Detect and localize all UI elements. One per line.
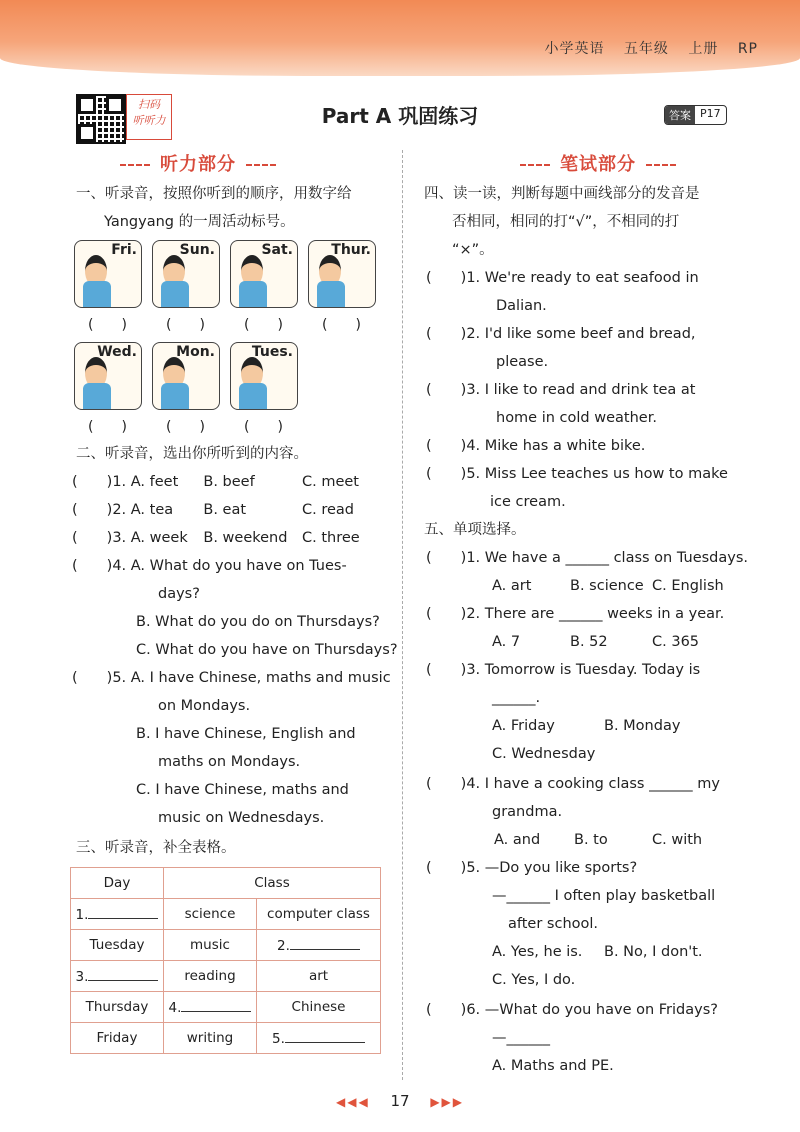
book-info [530, 38, 758, 58]
scan-label-line1: 扫码 [138, 98, 160, 111]
q5-heading: 五、单项选择。 [424, 522, 526, 538]
subject: 小学英语 [544, 41, 605, 57]
page-number: 17 [390, 1092, 410, 1110]
q2-item-5-b-cont: maths on Mondays. [158, 754, 301, 770]
q5-item-5: ( )5. —Do you like sports? [426, 860, 638, 876]
q4-item-1: ( )1. We're ready to eat seafood in [426, 270, 699, 286]
q4-item-1-cont: Dalian. [496, 298, 547, 314]
table-header-day: Day [71, 868, 164, 899]
next-arrows-icon: ▶▶▶ [430, 1095, 465, 1109]
table-cell: science [164, 899, 257, 930]
answer-paren[interactable]: ( ) [244, 419, 283, 435]
table-cell: music [164, 930, 257, 961]
q2-item-4-a-cont: days? [158, 586, 200, 602]
q5-item-3-cont: ______. [492, 690, 541, 706]
q2-item-5-a-cont: on Mondays. [158, 698, 251, 714]
picture-sun: Sun. [152, 240, 220, 308]
q2-item-2: ( )2. A. tea B. eat C. read [72, 502, 354, 518]
edition: RP [737, 41, 758, 57]
picture-wed: Wed. [74, 342, 142, 410]
q2-item-5: ( )5. A. I have Chinese, maths and music [72, 670, 391, 686]
page-title: Part A 巩固练习 [321, 104, 479, 128]
q4-item-5-cont: ice cream. [490, 494, 566, 510]
answer-page: P17 [700, 107, 721, 120]
q2-item-4-b: B. What do you do on Thursdays? [136, 614, 380, 630]
q1-heading: 一、听录音，按照你听到的顺序，用数字给 [76, 186, 352, 202]
picture-fri: Fri. [74, 240, 142, 308]
table-cell[interactable]: 5. [257, 1023, 381, 1054]
volume: 上册 [688, 41, 719, 57]
q5-item-4-options: A. and B. to C. with [494, 832, 703, 848]
table-cell: Tuesday [71, 930, 164, 961]
table-cell[interactable]: 4. [164, 992, 257, 1023]
q2-item-5-c: C. I have Chinese, maths and [136, 782, 349, 798]
table-cell[interactable]: 1. [71, 899, 164, 930]
q4-heading-2: 否相同，相同的打“√”，不相同的打 [452, 214, 680, 230]
q4-item-3: ( )3. I like to read and drink tea at [426, 382, 696, 398]
q2-item-3: ( )3. A. week B. weekend C. three [72, 530, 360, 546]
q5-item-3-option-c: C. Wednesday [492, 746, 596, 762]
q5-item-5-option-c: C. Yes, I do. [492, 972, 576, 988]
q5-item-4: ( )4. I have a cooking class ______ my [426, 776, 720, 792]
table-cell: art [257, 961, 381, 992]
q5-item-6: ( )6. —What do you have on Fridays? [426, 1002, 718, 1018]
table-row [71, 992, 381, 1023]
q2-item-4: ( )4. A. What do you have on Tues- [72, 558, 347, 574]
q4-item-2: ( )2. I'd like some beef and bread, [426, 326, 696, 342]
answer-paren[interactable]: ( ) [244, 317, 283, 333]
q5-item-6-option-a: A. Maths and PE. [492, 1058, 614, 1074]
q5-item-1: ( )1. We have a ______ class on Tuesdays. [426, 550, 749, 566]
listening-section-title: 听力部分 [110, 150, 286, 176]
q2-item-4-c: C. What do you have on Thursdays? [136, 642, 398, 658]
table-cell[interactable]: 3. [71, 961, 164, 992]
answer-paren[interactable]: ( ) [166, 317, 205, 333]
table-cell[interactable]: 2. [257, 930, 381, 961]
table-cell: reading [164, 961, 257, 992]
written-section-title: 笔试部分 [510, 150, 686, 176]
page-footer [0, 1092, 800, 1110]
q2-item-5-b: B. I have Chinese, English and [136, 726, 356, 742]
table-cell: writing [164, 1023, 257, 1054]
q5-item-2-options: A. 7 B. 52 C. 365 [492, 634, 700, 650]
table-cell: Chinese [257, 992, 381, 1023]
q2-item-5-c-cont: music on Wednesdays. [158, 810, 325, 826]
q4-item-3-cont: home in cold weather. [496, 410, 657, 426]
table-cell: Thursday [71, 992, 164, 1023]
table-cell: computer class [257, 899, 381, 930]
table-header-class: Class [164, 868, 381, 899]
scan-label-line2: 听听力 [132, 114, 166, 127]
q2-item-1: ( )1. A. feet B. beef C. meet [72, 474, 359, 490]
picture-tues: Tues. [230, 342, 298, 410]
q4-item-2-cont: please. [496, 354, 549, 370]
q1-heading-2: Yangyang 的一周活动标号。 [104, 214, 295, 230]
q5-item-3: ( )3. Tomorrow is Tuesday. Today is [426, 662, 701, 678]
q4-heading-3: “×”。 [452, 242, 494, 258]
prev-arrows-icon: ◀◀◀ [335, 1095, 370, 1109]
table-row [71, 930, 381, 961]
answer-paren[interactable]: ( ) [322, 317, 361, 333]
q5-item-6-line2: —______ [492, 1030, 550, 1046]
table-row [71, 899, 381, 930]
table-header-row [71, 868, 381, 899]
table-row [71, 961, 381, 992]
q5-item-4-cont: grandma. [492, 804, 563, 820]
answer-badge[interactable] [664, 105, 727, 125]
q5-item-5-options: A. Yes, he is. B. No, I don't. [492, 944, 703, 960]
q4-heading: 四、读一读，判断每题中画线部分的发音是 [424, 186, 700, 202]
column-divider [402, 150, 403, 1080]
q5-item-1-options: A. art B. science C. English [492, 578, 724, 594]
q5-item-5-line2: —______ I often play basketball [492, 888, 716, 904]
q3-heading: 三、听录音，补全表格。 [76, 840, 236, 856]
q4-item-4: ( )4. Mike has a white bike. [426, 438, 646, 454]
picture-sat: Sat. [230, 240, 298, 308]
table-cell: Friday [71, 1023, 164, 1054]
q5-item-5-line3: after school. [508, 916, 599, 932]
q5-item-3-options: A. Friday B. Monday [492, 718, 681, 734]
class-table [70, 867, 381, 1054]
answer-paren[interactable]: ( ) [166, 419, 205, 435]
grade: 五年级 [623, 41, 669, 57]
q4-item-5: ( )5. Miss Lee teaches us how to make [426, 466, 728, 482]
q5-item-2: ( )2. There are ______ weeks in a year. [426, 606, 725, 622]
picture-mon: Mon. [152, 342, 220, 410]
answer-label: 答案 [665, 106, 695, 124]
table-row [71, 1023, 381, 1054]
picture-thur: Thur. [308, 240, 376, 308]
answer-paren[interactable]: ( ) [88, 317, 127, 333]
answer-paren[interactable]: ( ) [88, 419, 127, 435]
q2-heading: 二、听录音，选出你所听到的内容。 [76, 446, 308, 462]
